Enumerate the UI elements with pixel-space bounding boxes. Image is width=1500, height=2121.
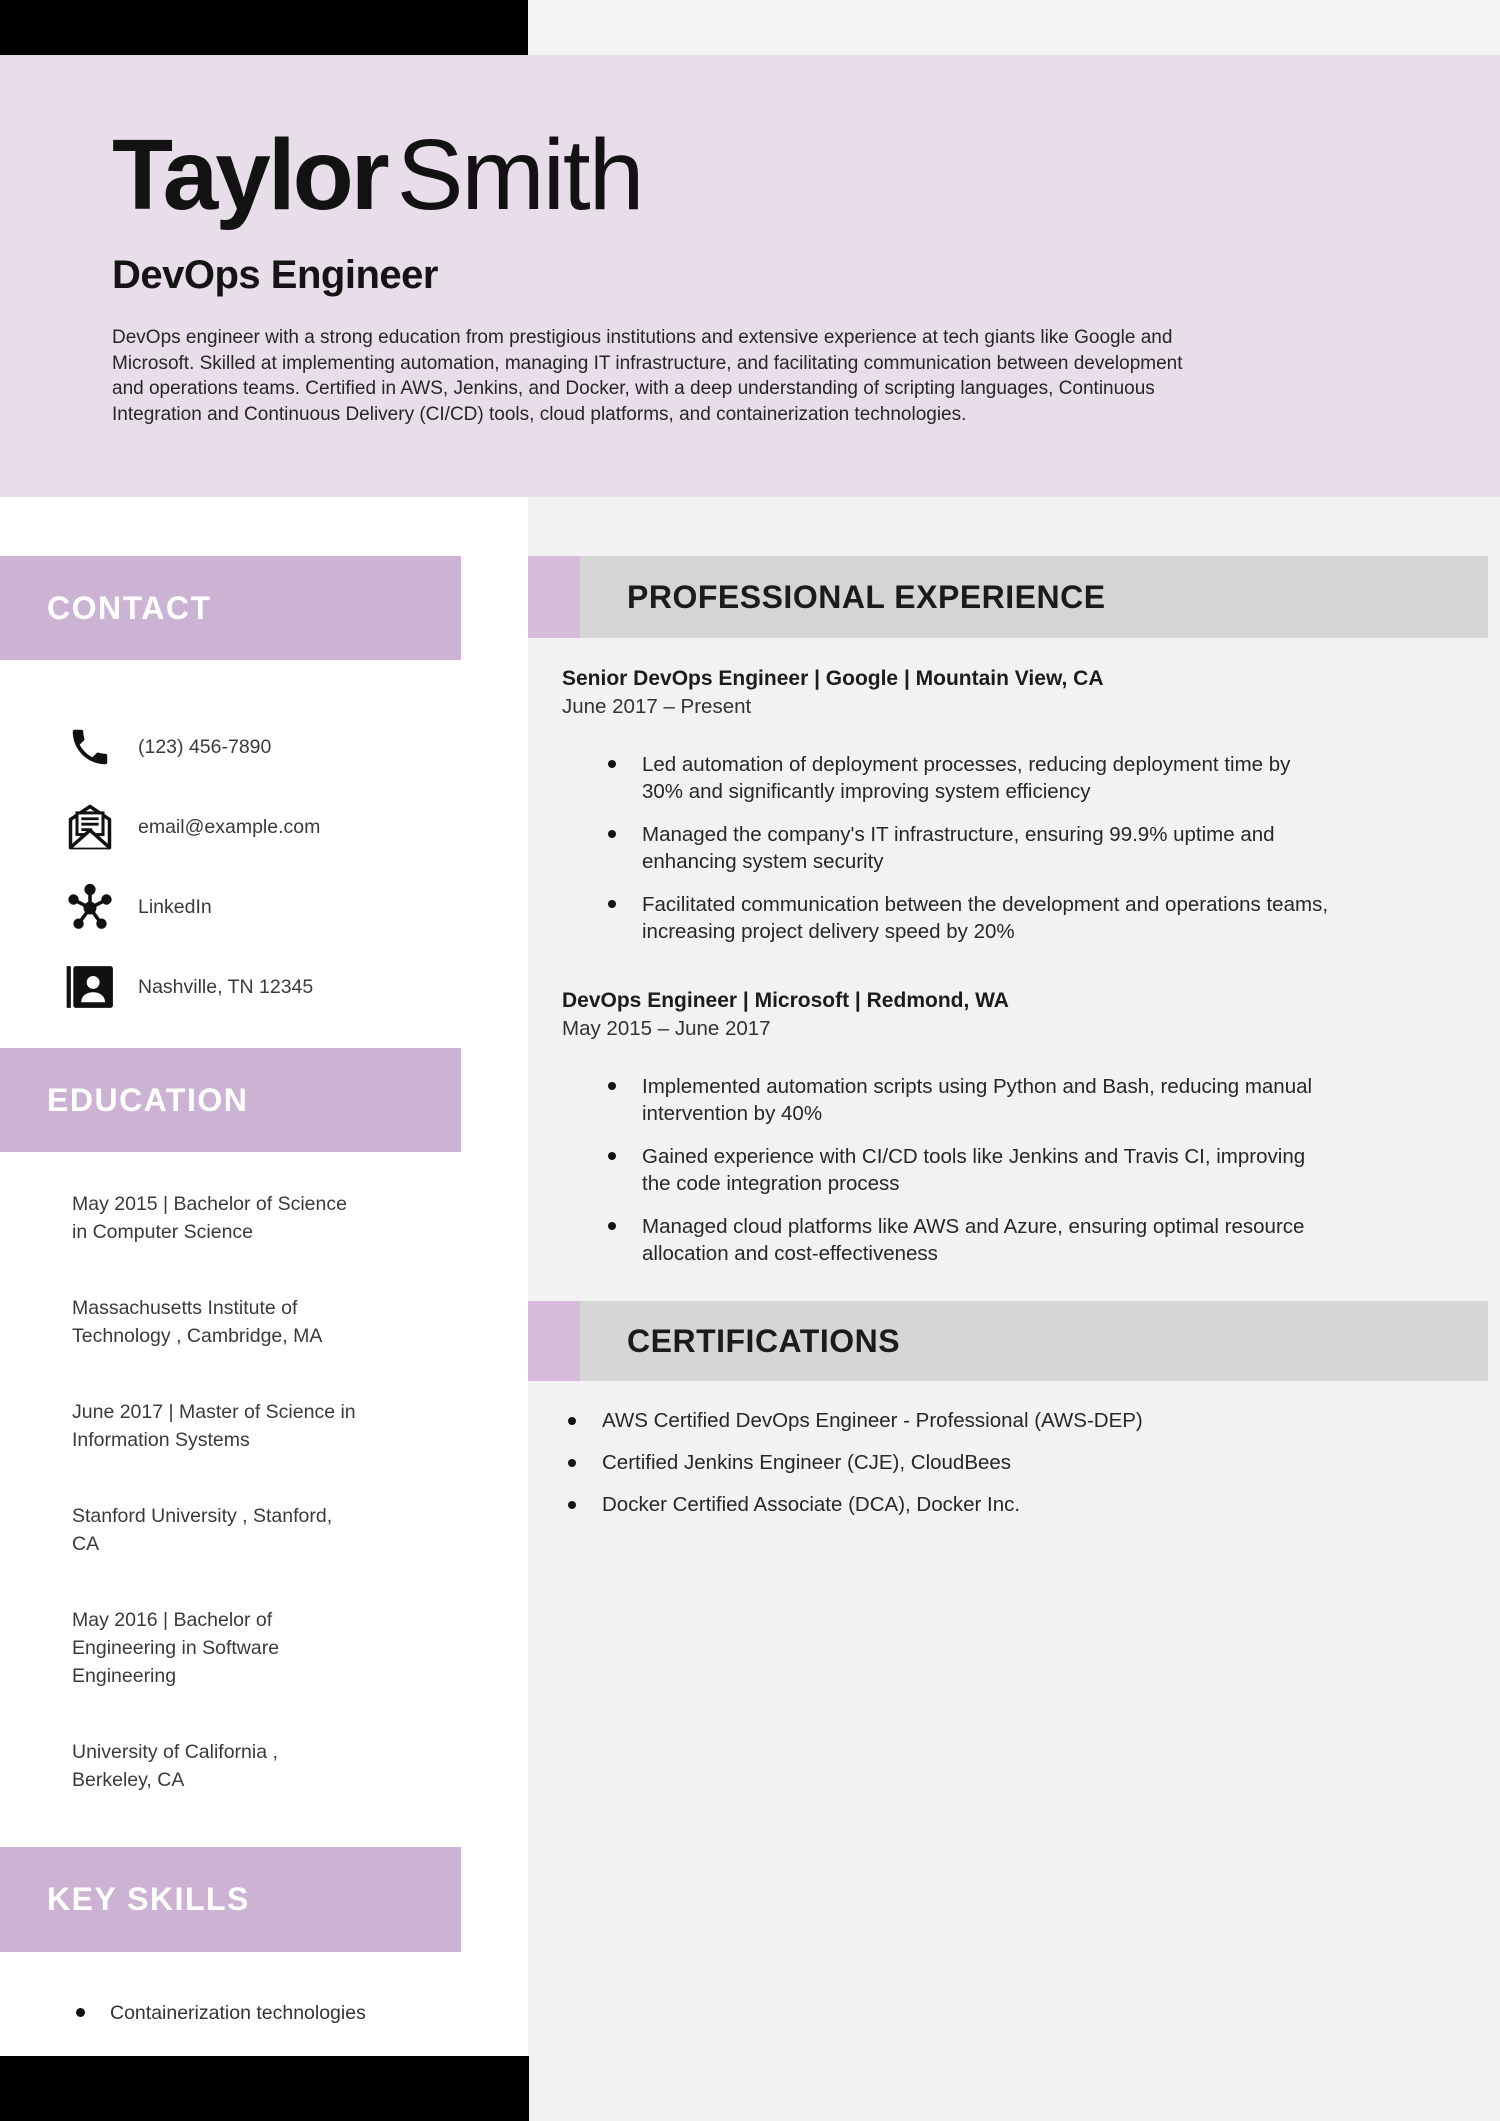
linkedin-icon xyxy=(64,880,116,934)
certification-item: Docker Certified Associate (DCA), Docker Inc. xyxy=(568,1491,1500,1519)
job-dates: May 2015 – June 2017 xyxy=(562,1017,771,1040)
bullet-line: Managed the company's IT infrastructure, ensuring 99.9% uptime and xyxy=(642,823,1275,846)
education-degree xyxy=(72,1190,452,1246)
first-name: Taylor xyxy=(112,119,387,231)
education-line: Engineering xyxy=(72,1665,177,1687)
skill-item: Containerization technologies xyxy=(0,1999,528,2027)
experience-section-title: PROFESSIONAL EXPERIENCE xyxy=(627,578,1106,615)
key-skills-section-title: KEY SKILLS xyxy=(47,1881,250,1917)
key-skills-section-header xyxy=(0,1847,461,1952)
certification-item: Certified Jenkins Engineer (CJE), CloudBees xyxy=(568,1449,1500,1477)
certifications-section-header xyxy=(528,1301,1500,1381)
education-section-header xyxy=(0,1048,461,1152)
sidebar xyxy=(0,497,528,2121)
top-right-strip xyxy=(528,0,1500,55)
last-name: Smith xyxy=(396,119,643,231)
education-school xyxy=(72,1502,452,1558)
job-bullet xyxy=(608,1143,1500,1197)
education-line: Massachusetts Institute of xyxy=(72,1297,298,1319)
summary-line: Integration and Continuous Delivery (CI/CD) tools, cloud platforms, and containerization technologies. xyxy=(112,403,967,425)
contact-row-phone xyxy=(0,707,528,787)
job-bullet xyxy=(608,1213,1500,1267)
linkedin-label: LinkedIn xyxy=(138,895,212,918)
main-column xyxy=(528,497,1500,2121)
job-bullet xyxy=(608,821,1500,875)
education-line: University of California , xyxy=(72,1741,278,1763)
experience-section-header xyxy=(528,556,1500,638)
bullet-line: Managed cloud platforms like AWS and Azure, ensuring optimal resource xyxy=(642,1215,1305,1238)
bullet-line: allocation and cost-effectiveness xyxy=(642,1242,938,1265)
contact-row-location xyxy=(0,947,528,1027)
job-bullet-list xyxy=(528,751,1500,945)
education-line: Berkeley, CA xyxy=(72,1769,185,1791)
education-line: June 2017 | Master of Science in xyxy=(72,1401,356,1423)
job-role-title: DevOps Engineer xyxy=(112,253,438,297)
education-line: CA xyxy=(72,1533,100,1555)
contact-section-header xyxy=(0,556,461,660)
summary-line: Microsoft. Skilled at implementing automation, managing IT infrastructure, and facilitating communication between development xyxy=(112,352,1183,374)
education-line: May 2016 | Bachelor of xyxy=(72,1609,273,1631)
education-line: Information Systems xyxy=(72,1429,250,1451)
bullet-line: Gained experience with CI/CD tools like Jenkins and Travis CI, improving xyxy=(642,1145,1306,1168)
address-book-icon xyxy=(64,960,116,1014)
experience-header-bar xyxy=(580,556,1488,638)
contact-row-linkedin xyxy=(0,867,528,947)
summary-line: and operations teams. Certified in AWS, Jenkins, and Docker, with a deep understanding of scripting languages, Continuous xyxy=(112,378,1155,399)
education-line: Technology , Cambridge, MA xyxy=(72,1325,323,1347)
education-section-title: EDUCATION xyxy=(47,1081,249,1118)
education-line: May 2015 | Bachelor of Science xyxy=(72,1193,347,1215)
contact-list xyxy=(0,707,528,1027)
bullet-line: enhancing system security xyxy=(642,850,884,873)
certifications-list xyxy=(528,1407,1500,1519)
contact-section-title: CONTACT xyxy=(47,589,212,626)
job-title: Senior DevOps Engineer | Google | Mountain View, CA xyxy=(562,667,1104,690)
bullet-line: Implemented automation scripts using Python and Bash, reducing manual xyxy=(642,1075,1313,1098)
phone-icon xyxy=(64,720,116,774)
job-dates: June 2017 – Present xyxy=(562,695,752,718)
lavender-accent-square xyxy=(528,556,580,638)
email-icon xyxy=(64,800,116,854)
email-address: email@example.com xyxy=(138,815,321,838)
education-list xyxy=(0,1190,452,1794)
education-degree xyxy=(72,1606,452,1690)
bullet-line: Facilitated communication between the development and operations teams, xyxy=(642,893,1329,916)
education-line: in Computer Science xyxy=(72,1221,254,1243)
job-bullet xyxy=(608,1073,1500,1127)
phone-number: (123) 456-7890 xyxy=(138,735,272,758)
education-line: Engineering in Software xyxy=(72,1637,280,1659)
certifications-section-title: CERTIFICATIONS xyxy=(627,1322,901,1359)
summary-paragraph xyxy=(112,325,1395,427)
certifications-header-bar xyxy=(580,1301,1488,1381)
bullet-line: intervention by 40% xyxy=(642,1102,823,1125)
job-bullet xyxy=(608,751,1500,805)
job-title: DevOps Engineer | Microsoft | Redmond, WA xyxy=(562,989,1009,1012)
job-entry xyxy=(562,987,1500,1043)
bullet-line: 30% and significantly improving system efficiency xyxy=(642,780,1091,803)
header xyxy=(0,55,1500,497)
bullet-line: Led automation of deployment processes, reducing deployment time by xyxy=(642,753,1291,776)
person-name xyxy=(112,119,1395,231)
education-school xyxy=(72,1294,452,1350)
education-degree xyxy=(72,1398,452,1454)
education-school xyxy=(72,1738,452,1794)
bullet-line: the code integration process xyxy=(642,1172,900,1195)
job-bullet xyxy=(608,891,1500,945)
job-bullet-list xyxy=(528,1073,1500,1267)
bullet-line: increasing project delivery speed by 20% xyxy=(642,920,1015,943)
location-text: Nashville, TN 12345 xyxy=(138,975,314,998)
education-line: Stanford University , Stanford, xyxy=(72,1505,333,1527)
key-skills-list xyxy=(0,1999,528,2027)
certification-item: AWS Certified DevOps Engineer - Professional (AWS-DEP) xyxy=(568,1407,1500,1435)
summary-line: DevOps engineer with a strong education from prestigious institutions and extensive experience at tech giants like Google and xyxy=(112,327,1173,348)
bottom-black-bar xyxy=(0,2056,529,2121)
job-entry xyxy=(562,665,1500,721)
lavender-accent-square xyxy=(528,1301,580,1381)
top-black-bar xyxy=(0,0,528,55)
contact-row-email xyxy=(0,787,528,867)
